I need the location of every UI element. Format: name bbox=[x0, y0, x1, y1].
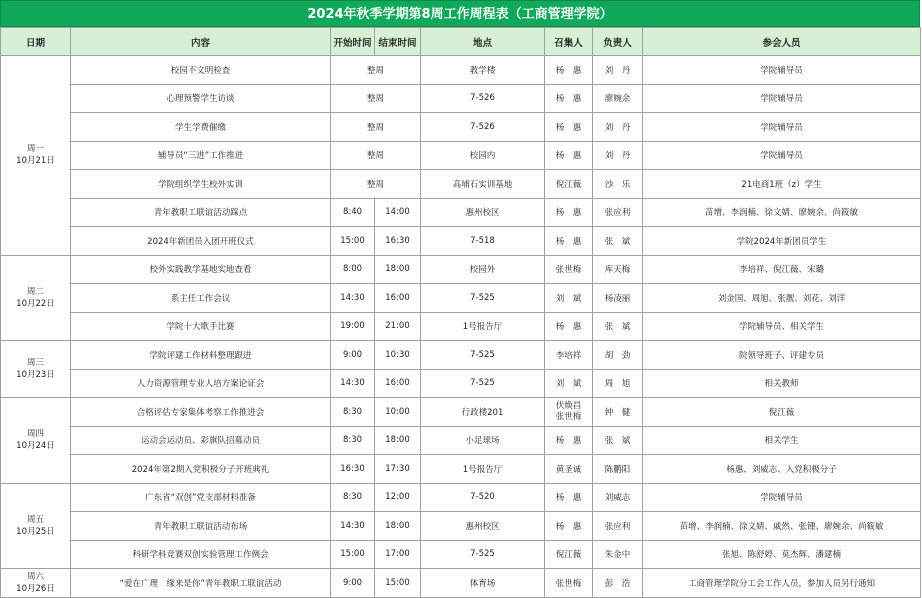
table-row bbox=[1, 398, 921, 427]
start-time-cell: 14:30 bbox=[331, 369, 375, 398]
day-date: 10月21日 bbox=[16, 156, 55, 167]
table-row bbox=[1, 369, 921, 398]
content-cell: 广东省“双创”党支部材料准备 bbox=[71, 483, 331, 512]
day-label: 周六 bbox=[26, 571, 44, 582]
end-time-cell: 10:00 bbox=[375, 398, 421, 427]
content-cell: “爱在广理 缘来是你”青年教职工联谊活动 bbox=[71, 569, 331, 598]
table-row bbox=[1, 426, 921, 455]
time-cell: 整周 bbox=[331, 84, 421, 113]
content-cell: 科研学科竞赛双创实验管理工作例会 bbox=[71, 540, 331, 569]
table-row bbox=[1, 113, 921, 142]
day-date: 10月26日 bbox=[16, 583, 55, 594]
place-cell: 体育场 bbox=[421, 569, 545, 598]
convener-cell: 张世梅 bbox=[545, 569, 593, 598]
content-cell: 心理预警学生访谈 bbox=[71, 84, 331, 113]
end-time-cell: 16:00 bbox=[375, 369, 421, 398]
day-cell bbox=[1, 398, 71, 484]
start-time-cell: 15:00 bbox=[331, 227, 375, 256]
leader-cell: 沙 乐 bbox=[593, 170, 643, 199]
table-row bbox=[1, 84, 921, 113]
content-cell: 人力资源管理专业人培方案论证会 bbox=[71, 369, 331, 398]
table-row bbox=[1, 56, 921, 85]
attendees-cell: 学院2024年新团员学生 bbox=[643, 227, 921, 256]
content-cell: 运动会运动员、彩旗队招募动员 bbox=[71, 426, 331, 455]
content-cell: 青年教职工联谊活动踩点 bbox=[71, 198, 331, 227]
time-cell: 整周 bbox=[331, 113, 421, 142]
leader-cell: 刘 丹 bbox=[593, 141, 643, 170]
day-date: 10月23日 bbox=[16, 370, 55, 380]
start-time-cell: 19:00 bbox=[331, 312, 375, 341]
attendees-cell: 杨惠、刘威志、入党积极分子 bbox=[643, 455, 921, 484]
attendees-cell: 学院辅导员 bbox=[643, 141, 921, 170]
attendees-cell: 张旭、陈舒婷、莫杰辉、潘建楠 bbox=[643, 540, 921, 569]
day-cell bbox=[1, 483, 71, 569]
leader-cell: 周 旭 bbox=[593, 369, 643, 398]
content-cell: 青年教职工联谊活动布场 bbox=[71, 512, 331, 541]
table-row bbox=[1, 569, 921, 598]
start-time-cell: 8:30 bbox=[331, 483, 375, 512]
place-cell: 7-525 bbox=[421, 540, 545, 569]
content-cell: 校外实践教学基地实地查看 bbox=[71, 255, 331, 284]
table-row bbox=[1, 255, 921, 284]
leader-cell: 杨凌丽 bbox=[593, 284, 643, 313]
content-cell: 学院十大歌手比赛 bbox=[71, 312, 331, 341]
table-row bbox=[1, 512, 921, 541]
place-cell: 小足球场 bbox=[421, 426, 545, 455]
place-cell: 7-525 bbox=[421, 369, 545, 398]
end-time-cell: 18:00 bbox=[375, 255, 421, 284]
end-time-cell: 10:30 bbox=[375, 341, 421, 370]
header-attendees: 参会人员 bbox=[643, 28, 921, 56]
table-row bbox=[1, 170, 921, 199]
header-date: 日期 bbox=[1, 28, 71, 56]
start-time-cell: 16:30 bbox=[331, 455, 375, 484]
header-start: 开始时间 bbox=[331, 28, 375, 56]
attendees-cell: 学院辅导员 bbox=[643, 84, 921, 113]
day-label: 周二 bbox=[26, 286, 44, 297]
sheet-title: 2024年秋季学期第8周工作周程表（工商管理学院） bbox=[0, 0, 920, 27]
day-cell bbox=[1, 341, 71, 398]
table-row bbox=[1, 198, 921, 227]
table-row bbox=[1, 227, 921, 256]
end-time-cell: 15:00 bbox=[375, 569, 421, 598]
convener-cell: 杨 惠 bbox=[545, 227, 593, 256]
start-time-cell: 14:30 bbox=[331, 284, 375, 313]
content-cell: 学院组织学生校外实训 bbox=[71, 170, 331, 199]
attendees-cell: 苗增、李润楠、徐文婧、廖婉余、尚筱敏 bbox=[643, 198, 921, 227]
convener-cell: 杨 惠 bbox=[545, 56, 593, 85]
start-time-cell: 9:00 bbox=[331, 341, 375, 370]
content-cell: 系主任工作会议 bbox=[71, 284, 331, 313]
header-place: 地点 bbox=[421, 28, 545, 56]
table-row bbox=[1, 455, 921, 484]
day-date: 10月24日 bbox=[16, 441, 55, 452]
start-time-cell: 15:00 bbox=[331, 540, 375, 569]
convener-cell: 倪江薇 bbox=[545, 540, 593, 569]
leader-cell: 张应利 bbox=[593, 512, 643, 541]
end-time-cell: 17:00 bbox=[375, 540, 421, 569]
convener-cell: 杨 惠 bbox=[545, 426, 593, 455]
attendees-cell: 苗增、李润楠、徐文婧、戚然、张锺、廖婉余、尚筱敏 bbox=[643, 512, 921, 541]
table-row bbox=[1, 312, 921, 341]
end-time-cell: 16:00 bbox=[375, 284, 421, 313]
start-time-cell: 8:30 bbox=[331, 426, 375, 455]
convener-cell: 伏焕昌 张世梅 bbox=[545, 398, 593, 427]
place-cell: 7-520 bbox=[421, 483, 545, 512]
place-cell: 7-518 bbox=[421, 227, 545, 256]
leader-cell: 胡 劲 bbox=[593, 341, 643, 370]
day-cell bbox=[1, 56, 71, 256]
end-time-cell: 14:00 bbox=[375, 198, 421, 227]
end-time-cell: 18:00 bbox=[375, 512, 421, 541]
attendees-cell: 学院辅导员 bbox=[643, 56, 921, 85]
convener-cell: 杨 惠 bbox=[545, 141, 593, 170]
attendees-cell: 院领导班子、评建专员 bbox=[643, 341, 921, 370]
convener-cell: 杨 惠 bbox=[545, 84, 593, 113]
attendees-cell: 刘金国、周旭、张靓、刘花、刘洋 bbox=[643, 284, 921, 313]
table-row bbox=[1, 141, 921, 170]
convener-cell: 刘 斌 bbox=[545, 369, 593, 398]
leader-cell: 张应利 bbox=[593, 198, 643, 227]
header-end: 结束时间 bbox=[375, 28, 421, 56]
start-time-cell: 8:30 bbox=[331, 398, 375, 427]
leader-cell: 彭 浩 bbox=[593, 569, 643, 598]
day-label: 周五 bbox=[26, 514, 44, 525]
end-time-cell: 16:30 bbox=[375, 227, 421, 256]
attendees-cell: 工商管理学院分工会工作人员，参加人员另行通知 bbox=[643, 569, 921, 598]
start-time-cell: 8:40 bbox=[331, 198, 375, 227]
time-cell: 整周 bbox=[331, 56, 421, 85]
place-cell: 惠州校区 bbox=[421, 512, 545, 541]
leader-cell: 刘 丹 bbox=[593, 113, 643, 142]
convener-cell: 李培祥 bbox=[545, 341, 593, 370]
content-cell: 辅导员“三进”工作推进 bbox=[71, 141, 331, 170]
place-cell: 高埔石实训基地 bbox=[421, 170, 545, 199]
attendees-cell: 倪江薇 bbox=[643, 398, 921, 427]
convener-cell: 张世梅 bbox=[545, 255, 593, 284]
place-cell: 惠州校区 bbox=[421, 198, 545, 227]
convener-cell: 刘 斌 bbox=[545, 284, 593, 313]
place-cell: 校园内 bbox=[421, 141, 545, 170]
leader-cell: 张 斌 bbox=[593, 312, 643, 341]
attendees-cell: 学院辅导员 bbox=[643, 483, 921, 512]
content-cell: 学生学费催缴 bbox=[71, 113, 331, 142]
place-cell: 7-526 bbox=[421, 84, 545, 113]
leader-cell: 刘 丹 bbox=[593, 56, 643, 85]
header-leader: 负责人 bbox=[593, 28, 643, 56]
convener-cell: 倪江薇 bbox=[545, 170, 593, 199]
attendees-cell: 学院辅导员、相关学生 bbox=[643, 312, 921, 341]
start-time-cell: 9:00 bbox=[331, 569, 375, 598]
header-row bbox=[1, 28, 921, 56]
place-cell: 1号报告厅 bbox=[421, 312, 545, 341]
convener-cell: 杨 惠 bbox=[545, 113, 593, 142]
convener-cell: 黄圣诚 bbox=[545, 455, 593, 484]
content-cell: 2024年第2期入党积极分子开班典礼 bbox=[71, 455, 331, 484]
convener-cell: 杨 惠 bbox=[545, 198, 593, 227]
leader-cell: 张 斌 bbox=[593, 426, 643, 455]
attendees-cell: 学院辅导员 bbox=[643, 113, 921, 142]
attendees-cell: 相关教师 bbox=[643, 369, 921, 398]
day-label: 周四 bbox=[26, 429, 44, 440]
day-date: 10月22日 bbox=[16, 298, 55, 309]
end-time-cell: 21:00 bbox=[375, 312, 421, 341]
leader-cell: 陈鹏阳 bbox=[593, 455, 643, 484]
content-cell: 校园不文明检查 bbox=[71, 56, 331, 85]
end-time-cell: 18:00 bbox=[375, 426, 421, 455]
day-cell bbox=[1, 255, 71, 341]
table-row bbox=[1, 341, 921, 370]
attendees-cell: 相关学生 bbox=[643, 426, 921, 455]
start-time-cell: 14:30 bbox=[331, 512, 375, 541]
convener-cell: 杨 惠 bbox=[545, 512, 593, 541]
place-cell: 校园外 bbox=[421, 255, 545, 284]
place-cell: 7-525 bbox=[421, 284, 545, 313]
content-cell: 合格评估专家集体考察工作推进会 bbox=[71, 398, 331, 427]
convener-cell: 杨 惠 bbox=[545, 483, 593, 512]
day-label: 周三 bbox=[26, 358, 44, 368]
leader-cell: 刘威志 bbox=[593, 483, 643, 512]
leader-cell: 库天梅 bbox=[593, 255, 643, 284]
leader-cell: 廖婉余 bbox=[593, 84, 643, 113]
leader-cell: 钟 健 bbox=[593, 398, 643, 427]
content-cell: 2024年新团员入团开班仪式 bbox=[71, 227, 331, 256]
place-cell: 教学楼 bbox=[421, 56, 545, 85]
time-cell: 整周 bbox=[331, 141, 421, 170]
day-label: 周一 bbox=[26, 144, 44, 155]
schedule-body bbox=[1, 56, 921, 598]
place-cell: 7-526 bbox=[421, 113, 545, 142]
day-cell bbox=[1, 569, 71, 598]
place-cell: 7-525 bbox=[421, 341, 545, 370]
place-cell: 1号报告厅 bbox=[421, 455, 545, 484]
attendees-cell: 李培祥、倪江薇、宋璐 bbox=[643, 255, 921, 284]
table-row bbox=[1, 483, 921, 512]
table-row bbox=[1, 284, 921, 313]
leader-cell: 朱金中 bbox=[593, 540, 643, 569]
place-cell: 行政楼201 bbox=[421, 398, 545, 427]
time-cell: 整周 bbox=[331, 170, 421, 199]
day-date: 10月25日 bbox=[16, 526, 55, 537]
header-content: 内容 bbox=[71, 28, 331, 56]
header-convener: 召集人 bbox=[545, 28, 593, 56]
end-time-cell: 17:30 bbox=[375, 455, 421, 484]
start-time-cell: 8:00 bbox=[331, 255, 375, 284]
leader-cell: 张 斌 bbox=[593, 227, 643, 256]
schedule-table bbox=[0, 27, 921, 598]
table-row bbox=[1, 540, 921, 569]
content-cell: 学院评建工作材料整理跟进 bbox=[71, 341, 331, 370]
convener-cell: 杨 惠 bbox=[545, 312, 593, 341]
end-time-cell: 12:00 bbox=[375, 483, 421, 512]
attendees-cell: 21电商1班（z）学生 bbox=[643, 170, 921, 199]
